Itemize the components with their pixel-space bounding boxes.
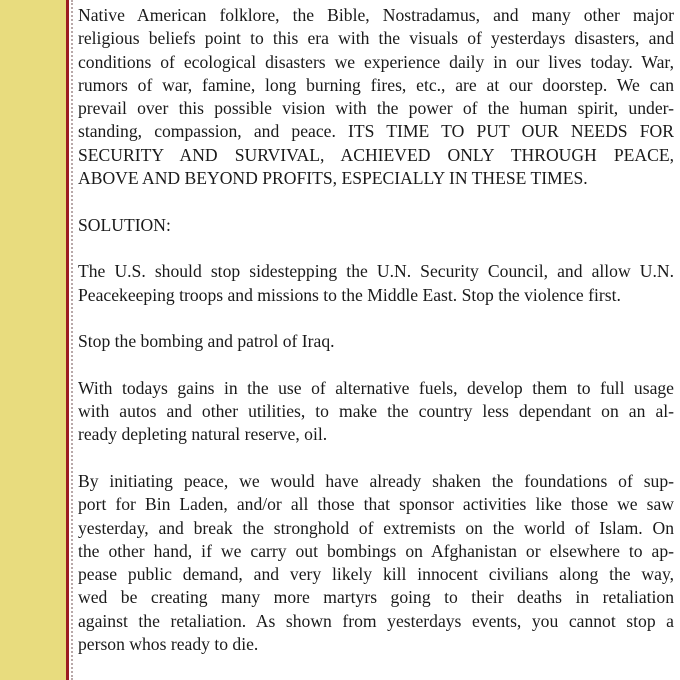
text-line: the other hand, if we carry out bombings on Afghanistan or elsewhere to ap- bbox=[78, 540, 674, 561]
paragraph-prophecy bbox=[78, 4, 674, 190]
text-line: SECURITY AND SURVIVAL, ACHIEVED ONLY THROUGH PEACE, bbox=[78, 144, 674, 165]
text-line: pease public demand, and very likely kill innocent civilians along the way, bbox=[78, 564, 674, 585]
text-line: religious beliefs point to this era with the visuals of yesterdays disasters, and bbox=[78, 28, 674, 49]
text-line: person whos ready to die. bbox=[78, 634, 259, 655]
text-line: against the retaliation. As shown from yesterdays events, you cannot stop a bbox=[78, 610, 674, 631]
text-line: conditions of ecological disasters we experience daily in our lives today. War, bbox=[78, 51, 674, 72]
paragraph-fuels bbox=[78, 377, 674, 447]
text-line: port for Bin Laden, and/or all those that sponsor activities like those we saw bbox=[78, 494, 674, 515]
text-line: The U.S. should stop sidestepping the U.N. Security Council, and allow U.N. bbox=[78, 261, 674, 282]
paragraph-solution-heading bbox=[78, 214, 674, 237]
paragraph-un bbox=[78, 260, 674, 307]
text-line: Native American folklore, the Bible, Nostradamus, and many other major bbox=[78, 5, 674, 25]
text-line: yesterday, and break the stronghold of extremists on the world of Islam. On bbox=[78, 517, 674, 538]
document-body bbox=[78, 4, 674, 680]
paragraph-iraq bbox=[78, 330, 674, 353]
text-line: with autos and other utilities, to make the country less dependant on an al- bbox=[78, 401, 674, 422]
red-margin-line bbox=[66, 0, 69, 680]
section-heading: SOLUTION: bbox=[78, 214, 171, 235]
text-line: By initiating peace, we would have already shaken the foundations of sup- bbox=[78, 470, 674, 491]
dotted-margin-line bbox=[71, 0, 73, 680]
text-line: Peacekeeping troops and missions to the Middle East. Stop the violence first. bbox=[78, 284, 621, 305]
yellow-margin-band bbox=[0, 0, 66, 680]
text-line: rumors of war, famine, long burning fires, etc., are at our doorstep. We can bbox=[78, 74, 674, 95]
text-line: With todays gains in the use of alternative fuels, develop them to full usage bbox=[78, 377, 674, 398]
text-line: ABOVE AND BEYOND PROFITS, ESPECIALLY IN THESE TIMES. bbox=[78, 168, 588, 189]
text-line: Stop the bombing and patrol of Iraq. bbox=[78, 331, 335, 352]
paragraph-peace bbox=[78, 470, 674, 656]
text-line: wed be creating many more martyrs going to their deaths in retaliation bbox=[78, 587, 674, 608]
text-line: prevail over this possible vision with the power of the human spirit, under- bbox=[78, 98, 674, 119]
text-line: ready depleting natural reserve, oil. bbox=[78, 424, 328, 445]
text-line: standing, compassion, and peace. ITS TIME TO PUT OUR NEEDS FOR bbox=[78, 121, 674, 142]
